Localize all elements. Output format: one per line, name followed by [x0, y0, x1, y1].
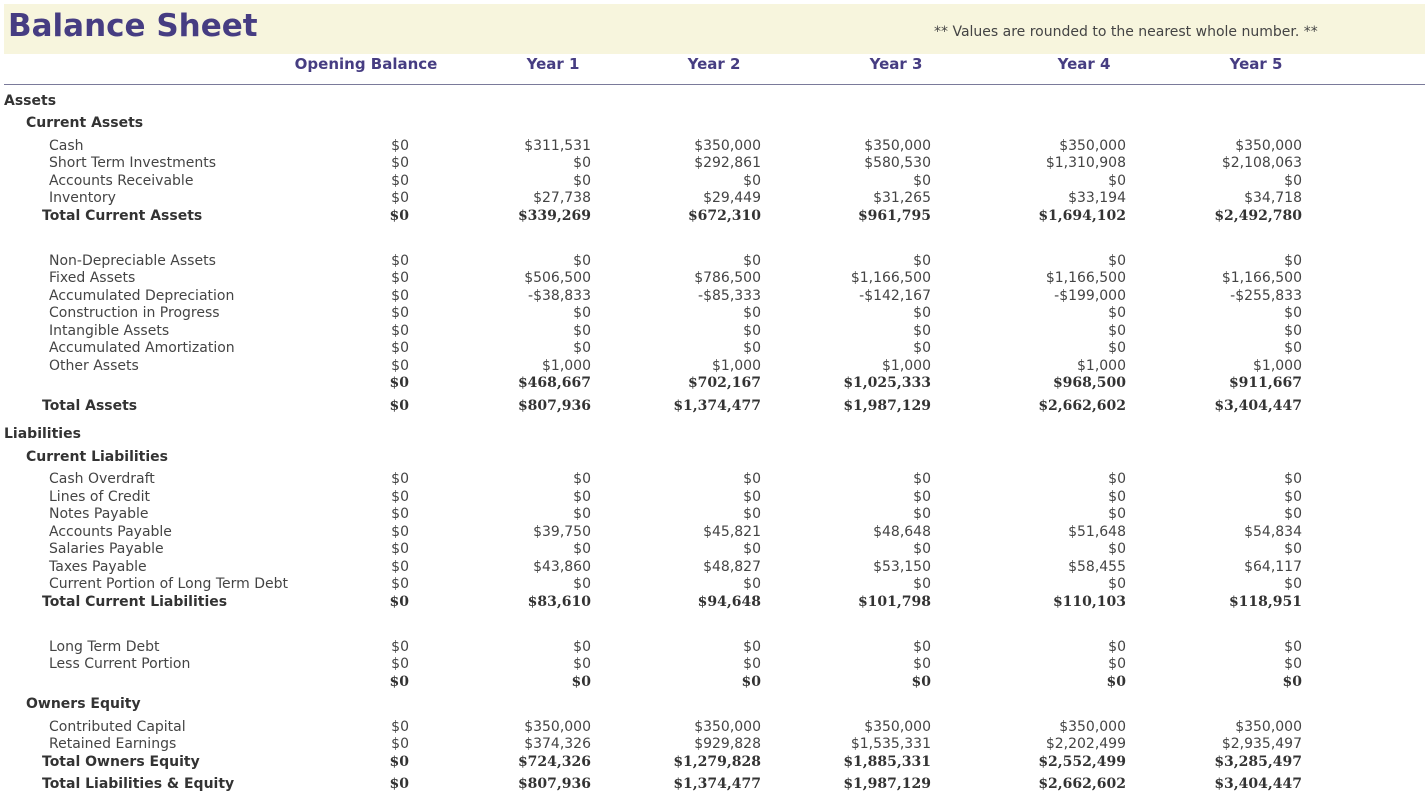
cell-2: $1,374,477 [673, 776, 761, 792]
row-label: Current Assets [26, 115, 144, 131]
cell-1: $0 [573, 340, 591, 356]
cell-0: $0 [391, 559, 409, 575]
cell-2: $0 [743, 340, 761, 356]
cell-2: $48,827 [703, 559, 761, 575]
cell-0: $0 [391, 524, 409, 540]
table-row [0, 304, 1425, 322]
section-row [0, 92, 1425, 110]
total-row [0, 207, 1425, 225]
cell-2: $0 [743, 541, 761, 557]
total-row [0, 397, 1425, 415]
cell-5: $3,404,447 [1214, 398, 1302, 414]
cell-5: $0 [1284, 576, 1302, 592]
cell-1: -$38,833 [528, 288, 591, 304]
cell-3: $350,000 [864, 138, 931, 154]
cell-2: $350,000 [694, 719, 761, 735]
cell-0: $0 [391, 173, 409, 189]
column-header-2: Year 2 [687, 55, 741, 73]
cell-4: $2,662,602 [1038, 398, 1126, 414]
cell-0: $0 [391, 270, 409, 286]
cell-5: $0 [1284, 471, 1302, 487]
cell-5: $0 [1284, 323, 1302, 339]
cell-1: $374,326 [524, 736, 591, 752]
title-banner [4, 4, 1425, 54]
cell-0: $0 [389, 754, 409, 770]
column-header-4: Year 4 [1057, 55, 1111, 73]
cell-1: $0 [573, 155, 591, 171]
cell-3: $1,000 [882, 358, 931, 374]
cell-5: $0 [1284, 541, 1302, 557]
page-title: Balance Sheet [8, 8, 258, 44]
cell-4: $1,694,102 [1038, 208, 1126, 224]
cell-5: $0 [1284, 489, 1302, 505]
cell-4: $2,662,602 [1038, 776, 1126, 792]
cell-2: $0 [743, 576, 761, 592]
cell-0: $0 [391, 736, 409, 752]
cell-5: $0 [1284, 639, 1302, 655]
cell-0: $0 [391, 323, 409, 339]
cell-1: $0 [573, 639, 591, 655]
subsection-row [0, 695, 1425, 713]
table-row [0, 357, 1425, 375]
cell-5: $3,285,497 [1214, 754, 1302, 770]
cell-0: $0 [391, 288, 409, 304]
cell-1: $83,610 [527, 594, 591, 610]
row-label: Total Current Liabilities [42, 594, 228, 610]
cell-3: $1,025,333 [843, 375, 931, 391]
row-label: Accumulated Depreciation [49, 288, 235, 304]
cell-2: $672,310 [687, 208, 761, 224]
table-row [0, 718, 1425, 736]
table-row [0, 172, 1425, 190]
cell-0: $0 [389, 375, 409, 391]
cell-4: $1,000 [1077, 358, 1126, 374]
cell-5: $34,718 [1244, 190, 1302, 206]
column-header-0: Opening Balance [294, 55, 438, 73]
cell-2: $0 [743, 323, 761, 339]
row-label: Total Owners Equity [42, 754, 200, 770]
cell-0: $0 [389, 776, 409, 792]
cell-4: $0 [1108, 489, 1126, 505]
row-label: Accounts Receivable [49, 173, 194, 189]
cell-1: $0 [573, 471, 591, 487]
cell-2: $292,861 [694, 155, 761, 171]
cell-0: $0 [389, 398, 409, 414]
cell-5: $0 [1284, 253, 1302, 269]
cell-0: $0 [391, 506, 409, 522]
cell-2: $0 [741, 674, 761, 690]
cell-2: $29,449 [703, 190, 761, 206]
cell-1: $0 [573, 541, 591, 557]
cell-2: $0 [743, 489, 761, 505]
cell-1: $0 [573, 576, 591, 592]
cell-4: $0 [1108, 506, 1126, 522]
cell-5: $0 [1284, 506, 1302, 522]
cell-3: $1,166,500 [850, 270, 931, 286]
cell-0: $0 [391, 471, 409, 487]
cell-3: $0 [913, 541, 931, 557]
row-label: Taxes Payable [49, 559, 147, 575]
table-row [0, 154, 1425, 172]
cell-5: $0 [1284, 340, 1302, 356]
cell-1: $27,738 [533, 190, 591, 206]
cell-3: $101,798 [857, 594, 931, 610]
cell-0: $0 [391, 719, 409, 735]
cell-4: $0 [1108, 576, 1126, 592]
cell-4: $968,500 [1052, 375, 1126, 391]
cell-2: $0 [743, 253, 761, 269]
row-label: Intangible Assets [49, 323, 170, 339]
table-row [0, 655, 1425, 673]
cell-2: $0 [743, 639, 761, 655]
row-label: Non-Depreciable Assets [49, 253, 216, 269]
cell-0: $0 [391, 358, 409, 374]
cell-3: $1,885,331 [843, 754, 931, 770]
header-divider [4, 84, 1425, 85]
cell-1: $0 [573, 489, 591, 505]
cell-4: $33,194 [1068, 190, 1126, 206]
cell-0: $0 [391, 656, 409, 672]
cell-4: $0 [1108, 639, 1126, 655]
total-row [0, 753, 1425, 771]
cell-4: $0 [1108, 340, 1126, 356]
cell-4: $0 [1108, 305, 1126, 321]
column-header-5: Year 5 [1229, 55, 1283, 73]
cell-1: $350,000 [524, 719, 591, 735]
row-label: Other Assets [49, 358, 139, 374]
cell-1: $0 [573, 173, 591, 189]
table-row [0, 287, 1425, 305]
row-label: Accounts Payable [49, 524, 172, 540]
cell-1: $311,531 [524, 138, 591, 154]
subsection-row [0, 114, 1425, 132]
table-row [0, 735, 1425, 753]
cell-3: -$142,167 [859, 288, 931, 304]
cell-4: $0 [1108, 471, 1126, 487]
table-row [0, 322, 1425, 340]
row-label: Contributed Capital [49, 719, 186, 735]
cell-2: $1,279,828 [673, 754, 761, 770]
cell-1: $0 [573, 506, 591, 522]
cell-5: $350,000 [1235, 719, 1302, 735]
cell-2: -$85,333 [698, 288, 761, 304]
row-label: Total Assets [42, 398, 138, 414]
cell-5: $118,951 [1228, 594, 1302, 610]
cell-0: $0 [391, 305, 409, 321]
row-label: Fixed Assets [49, 270, 136, 286]
cell-0: $0 [391, 340, 409, 356]
cell-0: $0 [391, 155, 409, 171]
cell-5: $0 [1284, 305, 1302, 321]
cell-1: $0 [573, 323, 591, 339]
row-label: Long Term Debt [49, 639, 160, 655]
cell-5: $0 [1282, 674, 1302, 690]
cell-1: $724,326 [517, 754, 591, 770]
cell-4: $0 [1108, 656, 1126, 672]
cell-5: $0 [1284, 656, 1302, 672]
cell-4: $0 [1106, 674, 1126, 690]
row-label: Salaries Payable [49, 541, 164, 557]
row-label: Retained Earnings [49, 736, 177, 752]
cell-3: $0 [913, 576, 931, 592]
column-header-1: Year 1 [526, 55, 580, 73]
cell-4: $0 [1108, 541, 1126, 557]
cell-3: $0 [913, 506, 931, 522]
cell-2: $45,821 [703, 524, 761, 540]
cell-1: $506,500 [524, 270, 591, 286]
cell-4: -$199,000 [1054, 288, 1126, 304]
cell-2: $929,828 [694, 736, 761, 752]
cell-3: $0 [913, 656, 931, 672]
cell-3: $0 [913, 489, 931, 505]
row-label: Short Term Investments [49, 155, 216, 171]
cell-3: $0 [913, 253, 931, 269]
table-row [0, 252, 1425, 270]
cell-0: $0 [391, 253, 409, 269]
cell-4: $58,455 [1068, 559, 1126, 575]
cell-5: $0 [1284, 173, 1302, 189]
cell-5: $64,117 [1244, 559, 1302, 575]
subsection-row [0, 448, 1425, 466]
cell-3: $1,987,129 [843, 776, 931, 792]
cell-0: $0 [389, 208, 409, 224]
cell-3: $48,648 [873, 524, 931, 540]
row-label: Inventory [49, 190, 116, 206]
cell-1: $39,750 [533, 524, 591, 540]
cell-3: $53,150 [873, 559, 931, 575]
cell-5: $1,166,500 [1221, 270, 1302, 286]
cell-1: $339,269 [517, 208, 591, 224]
cell-1: $468,667 [517, 375, 591, 391]
cell-1: $807,936 [517, 776, 591, 792]
row-label: Assets [4, 93, 57, 109]
row-label: Less Current Portion [49, 656, 191, 672]
row-label: Lines of Credit [49, 489, 150, 505]
cell-4: $1,166,500 [1045, 270, 1126, 286]
column-header-3: Year 3 [869, 55, 923, 73]
total-row [0, 593, 1425, 611]
cell-0: $0 [389, 594, 409, 610]
row-label: Construction in Progress [49, 305, 220, 321]
row-label: Notes Payable [49, 506, 149, 522]
cell-4: $2,552,499 [1038, 754, 1126, 770]
cell-4: $350,000 [1059, 138, 1126, 154]
row-label: Accumulated Amortization [49, 340, 235, 356]
cell-0: $0 [391, 639, 409, 655]
cell-4: $110,103 [1052, 594, 1126, 610]
row-label: Current Portion of Long Term Debt [49, 576, 288, 592]
table-row [0, 575, 1425, 593]
total-row [0, 673, 1425, 691]
table-row [0, 269, 1425, 287]
cell-5: $350,000 [1235, 138, 1302, 154]
cell-3: $0 [913, 305, 931, 321]
cell-2: $786,500 [694, 270, 761, 286]
cell-5: $2,492,780 [1214, 208, 1302, 224]
row-label: Cash [49, 138, 84, 154]
cell-4: $350,000 [1059, 719, 1126, 735]
section-row [0, 425, 1425, 443]
row-label: Total Liabilities & Equity [42, 776, 235, 792]
cell-2: $0 [743, 506, 761, 522]
cell-4: $0 [1108, 323, 1126, 339]
cell-2: $0 [743, 305, 761, 321]
cell-0: $0 [391, 190, 409, 206]
cell-0: $0 [391, 541, 409, 557]
cell-3: $961,795 [857, 208, 931, 224]
table-row [0, 558, 1425, 576]
table-row [0, 523, 1425, 541]
cell-2: $1,374,477 [673, 398, 761, 414]
row-label: Current Liabilities [26, 449, 168, 465]
cell-2: $350,000 [694, 138, 761, 154]
cell-5: -$255,833 [1230, 288, 1302, 304]
cell-3: $1,535,331 [850, 736, 931, 752]
cell-5: $54,834 [1244, 524, 1302, 540]
cell-1: $1,000 [542, 358, 591, 374]
table-row [0, 505, 1425, 523]
cell-3: $0 [913, 340, 931, 356]
cell-2: $0 [743, 471, 761, 487]
cell-4: $1,310,908 [1045, 155, 1126, 171]
row-label: Liabilities [4, 426, 81, 442]
cell-2: $702,167 [687, 375, 761, 391]
cell-4: $2,202,499 [1045, 736, 1126, 752]
cell-3: $0 [911, 674, 931, 690]
cell-1: $807,936 [517, 398, 591, 414]
row-label: Owners Equity [26, 696, 141, 712]
table-row [0, 339, 1425, 357]
cell-2: $0 [743, 173, 761, 189]
cell-2: $0 [743, 656, 761, 672]
cell-0: $0 [391, 489, 409, 505]
cell-1: $43,860 [533, 559, 591, 575]
row-label: Total Current Assets [42, 208, 203, 224]
cell-2: $1,000 [712, 358, 761, 374]
cell-4: $0 [1108, 253, 1126, 269]
cell-3: $0 [913, 471, 931, 487]
cell-0: $0 [391, 576, 409, 592]
cell-5: $2,108,063 [1221, 155, 1302, 171]
table-row [0, 638, 1425, 656]
cell-1: $0 [573, 253, 591, 269]
cell-5: $2,935,497 [1221, 736, 1302, 752]
rounding-note: ** Values are rounded to the nearest whole number. ** [934, 24, 1318, 40]
table-row [0, 189, 1425, 207]
cell-4: $0 [1108, 173, 1126, 189]
cell-3: $0 [913, 323, 931, 339]
cell-0: $0 [391, 138, 409, 154]
cell-3: $350,000 [864, 719, 931, 735]
cell-1: $0 [573, 305, 591, 321]
cell-4: $51,648 [1068, 524, 1126, 540]
cell-5: $3,404,447 [1214, 776, 1302, 792]
cell-3: $1,987,129 [843, 398, 931, 414]
cell-0: $0 [389, 674, 409, 690]
table-row [0, 488, 1425, 506]
cell-2: $94,648 [697, 594, 761, 610]
table-row [0, 540, 1425, 558]
table-row [0, 470, 1425, 488]
cell-3: $580,530 [864, 155, 931, 171]
cell-5: $911,667 [1228, 375, 1302, 391]
table-row [0, 137, 1425, 155]
cell-3: $31,265 [873, 190, 931, 206]
cell-3: $0 [913, 173, 931, 189]
cell-1: $0 [571, 674, 591, 690]
cell-1: $0 [573, 656, 591, 672]
total-row [0, 374, 1425, 392]
cell-3: $0 [913, 639, 931, 655]
row-label: Cash Overdraft [49, 471, 155, 487]
cell-5: $1,000 [1253, 358, 1302, 374]
total-row [0, 775, 1425, 793]
